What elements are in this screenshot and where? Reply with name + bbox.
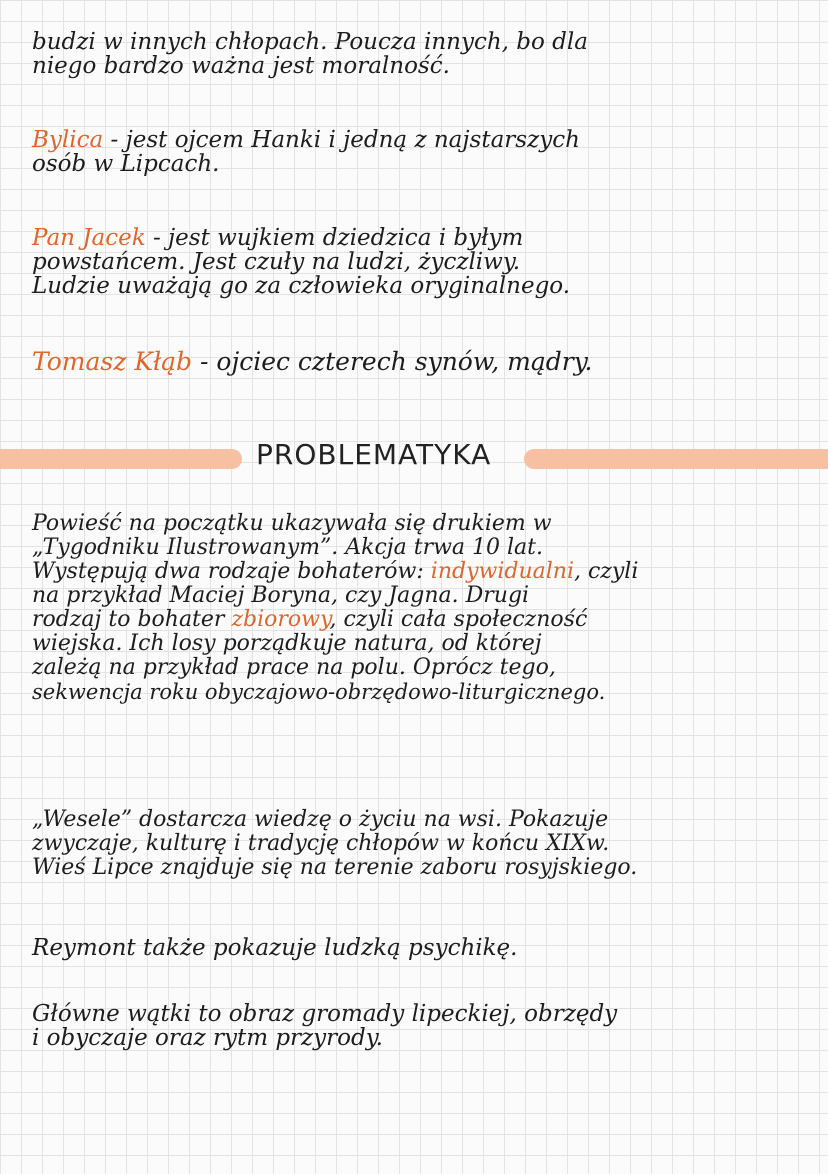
text-line: - ojciec czterech synów, mądry.	[192, 347, 593, 376]
text-line: zwyczaje, kulturę i tradycję chłopów w końcu XIXw.	[32, 831, 610, 856]
banner-bar-left	[0, 449, 242, 469]
text-line: na przykład Maciej Boryna, czy Jagna. Drugi	[32, 583, 530, 608]
text-line: - jest ojcem Hanki i jedną z najstarszych	[103, 127, 580, 153]
section-title: PROBLEMATYKA	[256, 438, 492, 471]
reymont-paragraph	[32, 936, 812, 960]
character-bylica	[32, 128, 812, 176]
highlight-term: zbiorowy	[231, 607, 330, 632]
text-line: wiejska. Ich losy porządkuje natura, od której	[32, 631, 542, 656]
character-pan-jacek	[32, 226, 812, 298]
text-line: zależą na przykład prace na polu. Oprócz tego,	[32, 655, 556, 680]
problem-paragraph	[32, 512, 812, 704]
intro-paragraph	[32, 30, 812, 78]
banner-bar-right	[524, 449, 828, 469]
highlight-term: indywidualni	[430, 559, 574, 584]
text-line: Główne wątki to obraz gromady lipeckiej, obrzędy	[32, 1001, 618, 1027]
text-line: sekwencja roku obyczajowo-obrzędowo-liturgicznego.	[32, 680, 606, 704]
text-line: powstańcem. Jest czuły na ludzi, życzliwy.	[32, 249, 521, 275]
character-name: Tomasz Kłąb	[32, 347, 193, 376]
character-name: Pan Jacek	[32, 225, 146, 251]
text-line: „Tygodniku Ilustrowanym”. Akcja trwa 10 lat.	[32, 535, 543, 560]
text-line: budzi w innych chłopach. Poucza innych, bo dla	[32, 29, 588, 55]
text-line: „Wesele” dostarcza wiedzę o życiu na wsi. Pokazuje	[32, 807, 609, 832]
wesele-paragraph	[32, 808, 812, 880]
text-line: , czyli cała społeczność	[329, 607, 588, 632]
text-line: Powieść na początku ukazywała się drukiem w	[32, 511, 552, 536]
text-line: osób w Lipcach.	[32, 151, 220, 177]
text-line: i obyczaje oraz rytm przyrody.	[32, 1025, 383, 1051]
text-line: Występują dwa rodzaje bohaterów:	[32, 559, 431, 584]
character-name: Bylica	[32, 127, 104, 153]
text-line: Wieś Lipce znajduje się na terenie zaboru rosyjskiego.	[32, 855, 638, 880]
text-line: , czyli	[573, 559, 639, 584]
text-line: Ludzie uważają go za człowieka oryginalnego.	[32, 273, 571, 299]
text-line: niego bardzo ważna jest moralność.	[32, 53, 450, 79]
text-line: rodzaj to bohater	[32, 607, 232, 632]
main-threads-paragraph	[32, 1002, 812, 1050]
section-banner	[0, 438, 828, 474]
text-line: Reymont także pokazuje ludzką psychikę.	[32, 935, 518, 961]
text-line: - jest wujkiem dziedzica i byłym	[145, 225, 524, 251]
character-tomasz-klab	[32, 347, 812, 376]
